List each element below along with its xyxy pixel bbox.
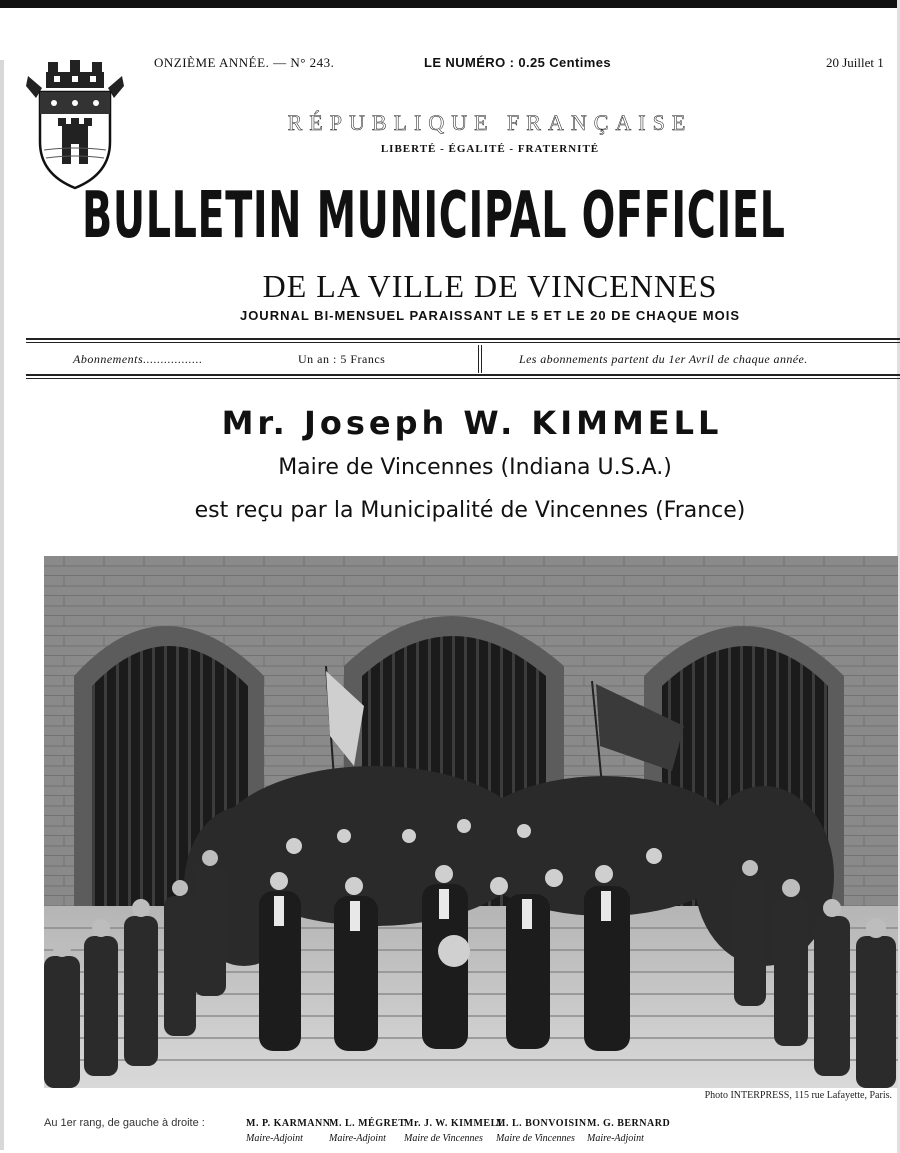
person-name: M. P. KARMANN <box>246 1118 331 1129</box>
newspaper-title: BULLETIN MUNICIPAL OFFICIEL <box>82 179 786 253</box>
article-subheadline-2: est reçu par la Municipalité de Vincennes (France) <box>194 498 746 523</box>
person-name: Mr. J. W. KIMMELL <box>404 1118 505 1129</box>
rule <box>26 338 900 340</box>
article-subheadline: Maire de Vincennes (Indiana U.S.A.) <box>278 455 672 480</box>
group-photograph <box>44 556 898 1088</box>
issue-price: LE NUMÉRO : 0.25 Centimes <box>424 55 611 70</box>
page-edge-left <box>0 60 4 1150</box>
article-headline: Mr. Joseph W. KIMMELL <box>221 404 723 442</box>
divider <box>481 345 482 373</box>
issue-date: 20 Juillet 1 <box>826 55 884 70</box>
photo-credit: Photo INTERPRESS, 115 rue Lafayette, Paris. <box>704 1090 892 1101</box>
person-role: Maire de Vincennes <box>496 1133 575 1144</box>
person-role: Maire-Adjoint <box>246 1133 303 1144</box>
top-border <box>0 0 900 8</box>
publication-frequency: JOURNAL BI-MENSUEL PARAISSANT LE 5 ET LE 20 DE CHAQUE MOIS <box>239 308 741 323</box>
caption-person <box>587 1118 670 1144</box>
person-role: Maire de Vincennes <box>404 1133 483 1144</box>
caption-intro: Au 1er rang, de gauche à droite : <box>44 1117 205 1129</box>
rule <box>26 374 900 376</box>
photograph-illustration <box>44 556 898 1088</box>
subscriptions-label: Abonnements................. <box>73 352 203 366</box>
person-name: M. L. BONVOISIN <box>496 1118 587 1129</box>
person-name: M. G. BERNARD <box>587 1118 671 1129</box>
newspaper-subtitle: DE LA VILLE DE VINCENNES <box>262 268 718 304</box>
subscription-rate: Un an : 5 Francs <box>298 352 386 366</box>
person-name: M. L. MÉGRET <box>329 1118 406 1129</box>
national-motto: LIBERTÉ - ÉGALITÉ - FRATERNITÉ <box>380 143 600 155</box>
person-role: Maire-Adjoint <box>587 1133 644 1144</box>
rule <box>26 342 900 343</box>
person-role: Maire-Adjoint <box>329 1133 386 1144</box>
caption-person <box>496 1118 587 1144</box>
caption-person <box>404 1118 505 1144</box>
issue-number: ONZIÈME ANNÉE. — N° 243. <box>154 55 335 70</box>
republic-heading: RÉPUBLIQUE FRANÇAISE <box>287 110 693 135</box>
caption-person <box>329 1118 406 1144</box>
rule <box>26 378 900 379</box>
caption-person <box>246 1118 330 1144</box>
divider <box>478 345 479 373</box>
subscription-note: Les abonnements partent du 1er Avril de chaque année. <box>519 352 808 366</box>
